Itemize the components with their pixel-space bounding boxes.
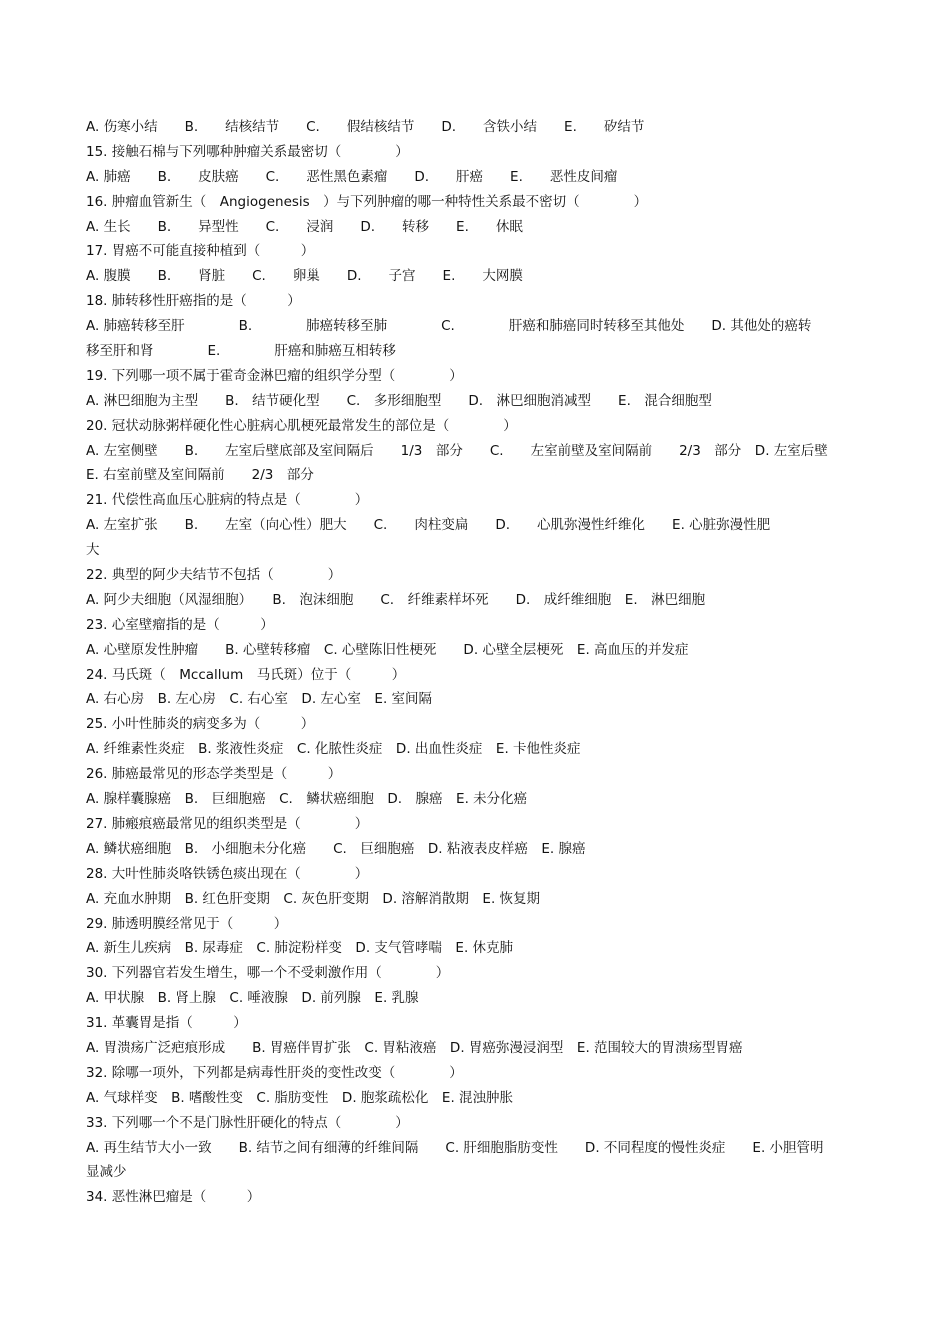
text-line: A. 鳞状癌细胞 B. 小细胞未分化癌 C. 巨细胞癌 D. 粘液表皮样癌 E. 腺癌: [86, 840, 586, 857]
text-line: 显减少: [86, 1164, 127, 1181]
text-line: 22. 典型的阿少夫结节不包括（ ）: [86, 567, 342, 584]
text-line: 28. 大叶性肺炎咯铁锈色痰出现在（ ）: [86, 865, 369, 882]
text-line: A. 腺样囊腺癌 B. 巨细胞癌 C. 鳞状癌细胞 D. 腺癌 E. 未分化癌: [86, 791, 528, 808]
text-line: 23. 心室壁瘤指的是（ ）: [86, 616, 274, 633]
text-line: 17. 胃癌不可能直接种植到（ ）: [86, 243, 315, 260]
text-line: 29. 肺透明膜经常见于（ ）: [86, 915, 288, 932]
text-line: 24. 马氏斑（ Mccallum 马氏斑）位于（ ）: [86, 666, 406, 683]
text-line: 19. 下列哪一项不属于霍奇金淋巴瘤的组织学分型（ ）: [86, 367, 463, 384]
text-line: 18. 肺转移性肝癌指的是（ ）: [86, 293, 301, 310]
text-line: A. 左室扩张 B. 左室（向心性）肥大 C. 肉柱变扁 D. 心肌弥漫性纤维化 E. 心脏弥漫性肥: [86, 517, 771, 534]
text-line: A. 再生结节大小一致 B. 结节之间有细薄的纤维间隔 C. 肝细胞脂肪变性 D. 不同程度的慢性炎症 E. 小胆管明: [86, 1139, 824, 1156]
text-line: A. 新生儿疾病 B. 尿毒症 C. 肺淀粉样变 D. 支气管哮喘 E. 休克肺: [86, 940, 514, 957]
text-line: A. 心壁原发性肿瘤 B. 心壁转移瘤 C. 心壁陈旧性梗死 D. 心壁全层梗死 E. 高血压的并发症: [86, 641, 689, 658]
text-line: 33. 下列哪一个不是门脉性肝硬化的特点（ ）: [86, 1114, 409, 1131]
text-line: A. 阿少夫细胞（风湿细胞） B. 泡沫细胞 C. 纤维素样坏死 D. 成纤维细胞 E. 淋巴细胞: [86, 591, 706, 608]
text-line: 大: [86, 542, 100, 559]
text-line: A. 右心房 B. 左心房 C. 右心室 D. 左心室 E. 室间隔: [86, 691, 433, 708]
text-line: A. 纤维素性炎症 B. 浆液性炎症 C. 化脓性炎症 D. 出血性炎症 E. 卡他性炎症: [86, 741, 581, 758]
text-line: 27. 肺瘢痕癌最常见的组织类型是（ ）: [86, 815, 369, 832]
text-line: 21. 代偿性高血压心脏病的特点是（ ）: [86, 492, 369, 509]
text-line: A. 充血水肿期 B. 红色肝变期 C. 灰色肝变期 D. 溶解消散期 E. 恢复期: [86, 890, 541, 907]
text-line: 31. 革囊胃是指（ ）: [86, 1015, 247, 1032]
text-line: 20. 冠状动脉粥样硬化性心脏病心肌梗死最常发生的部位是（ ）: [86, 417, 517, 434]
text-line: A. 左室侧壁 B. 左室后壁底部及室间隔后 1/3 部分 C. 左室前壁及室间隔前 2/3 部分 D. 左室后壁: [86, 442, 828, 459]
text-line: 32. 除哪一项外，下列都是病毒性肝炎的变性改变（ ）: [86, 1064, 463, 1081]
text-line: 34. 恶性淋巴瘤是（ ）: [86, 1189, 261, 1206]
text-line: A. 气球样变 B. 嗜酸性变 C. 脂肪变性 D. 胞浆疏松化 E. 混浊肿胀: [86, 1089, 514, 1106]
text-line: 移至肝和肾 E. 肝癌和肺癌互相转移: [86, 343, 396, 360]
text-line: 30. 下列器官若发生增生，哪一个不受刺激作用（ ）: [86, 965, 450, 982]
text-line: 25. 小叶性肺炎的病变多为（ ）: [86, 716, 315, 733]
text-line: A. 生长 B. 异型性 C. 浸润 D. 转移 E. 休眠: [86, 218, 523, 235]
text-line: A. 胃溃疡广泛疤痕形成 B. 胃癌伴胃扩张 C. 胃粘液癌 D. 胃癌弥漫浸润型 E. 范围较大的胃溃疡型胃癌: [86, 1039, 743, 1056]
text-line: 15. 接触石棉与下列哪种肿瘤关系最密切（ ）: [86, 143, 409, 160]
text-line: A. 肺癌转移至肝 B. 肺癌转移至肺 C. 肝癌和肺癌同时转移至其他处 D. 其他处的癌转: [86, 318, 812, 335]
text-line: E. 右室前壁及室间隔前 2/3 部分: [86, 467, 314, 484]
text-line: 26. 肺癌最常见的形态学类型是（ ）: [86, 766, 342, 783]
text-line: A. 腹膜 B. 肾脏 C. 卵巢 D. 子宫 E. 大网膜: [86, 268, 523, 285]
text-line: A. 甲状腺 B. 肾上腺 C. 唾液腺 D. 前列腺 E. 乳腺: [86, 990, 419, 1007]
text-line: A. 肺癌 B. 皮肤癌 C. 恶性黑色素瘤 D. 肝癌 E. 恶性皮间瘤: [86, 168, 618, 185]
text-line: A. 淋巴细胞为主型 B. 结节硬化型 C. 多形细胞型 D. 淋巴细胞消减型 E. 混合细胞型: [86, 392, 712, 409]
document-page: [86, 115, 866, 1210]
text-line: 16. 肿瘤血管新生（ Angiogenesis ）与下列肿瘤的哪一种特性关系最不密切（ ）: [86, 193, 648, 210]
text-line: A. 伤寒小结 B. 结核结节 C. 假结核结节 D. 含铁小结 E. 矽结节: [86, 119, 645, 135]
